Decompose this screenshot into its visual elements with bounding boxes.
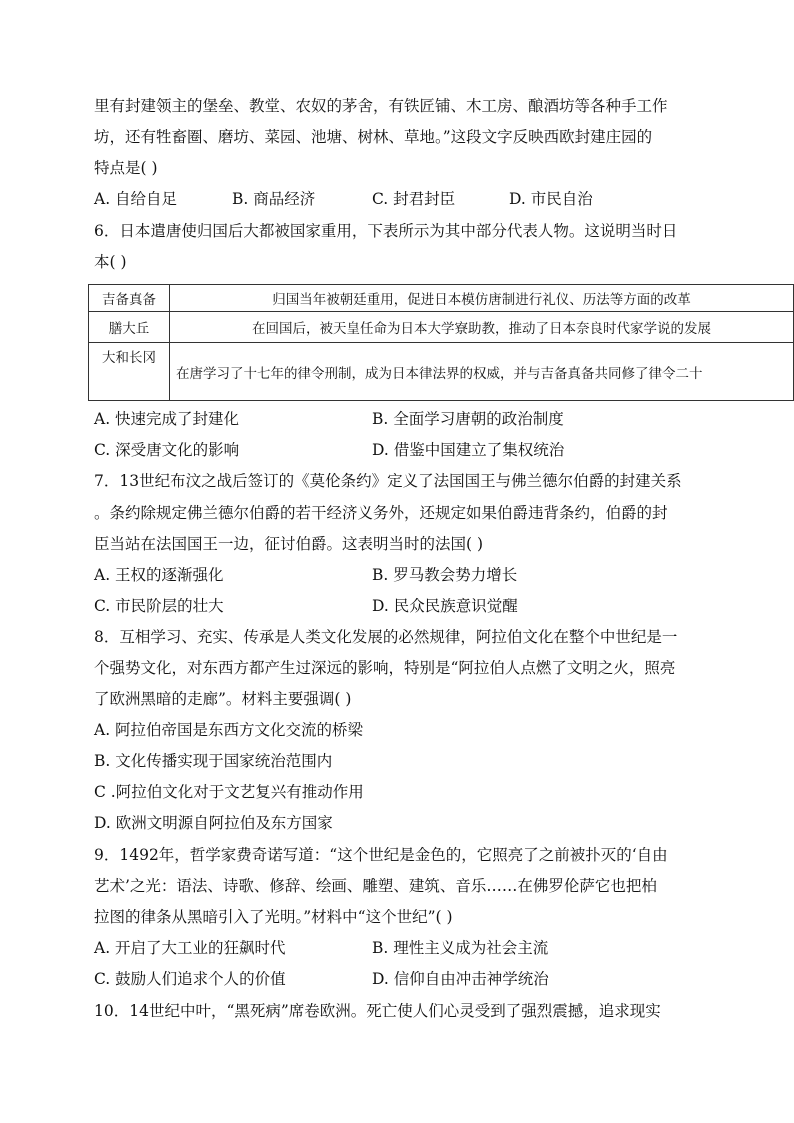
- q7-line-3: 臣当站在法国国王一边，征讨伯爵。这表明当时的法国( ): [94, 535, 484, 553]
- q6-option-a[interactable]: A. 快速完成了封建化: [94, 410, 240, 428]
- q9-option-b[interactable]: B. 理性主义成为社会主流: [372, 939, 549, 957]
- table-cell-name: 吉备真备: [89, 285, 170, 312]
- q5-line-2: 坊，还有牲畜圈、磨坊、菜园、池塘、树林、草地。”这段文字反映西欧封建庄园的: [94, 128, 653, 146]
- table-row: [89, 285, 794, 312]
- q5-option-a[interactable]: A. 自给自足: [94, 190, 178, 208]
- table-cell-name: 膳大丘: [89, 312, 170, 343]
- q6-option-b[interactable]: B. 全面学习唐朝的政治制度: [372, 410, 564, 428]
- q6-line-1: 6．日本遣唐使归国后大都被国家重用，下表所示为其中部分代表人物。这说明当时日: [94, 222, 678, 240]
- q8-option-b[interactable]: B. 文化传播实现于国家统治范围内: [94, 752, 333, 770]
- q8-option-d[interactable]: D. 欧洲文明源自阿拉伯及东方国家: [94, 814, 333, 832]
- q6-line-2: 本( ): [94, 253, 127, 271]
- table-row: [89, 312, 794, 343]
- table-cell-desc: 在回国后，被天皇任命为日本大学寮助教，推动了日本奈良时代家学说的发展: [170, 312, 794, 343]
- q9-line-3: 拉图的律条从黑暗引入了光明。”材料中“这个世纪”( ): [94, 908, 453, 926]
- q9-line-2: 艺术’之光：语法、诗歌、修辞、绘画、雕塑、建筑、音乐……在佛罗伦萨它也把柏: [94, 877, 657, 895]
- q5-option-c[interactable]: C. 封君封臣: [372, 190, 456, 208]
- q8-line-3: 了欧洲黑暗的走廊”。材料主要强调( ): [94, 690, 352, 708]
- q8-option-c[interactable]: C .阿拉伯文化对于文艺复兴有推动作用: [94, 783, 364, 801]
- q7-option-c[interactable]: C. 市民阶层的壮大: [94, 597, 224, 615]
- q5-line-3: 特点是( ): [94, 159, 158, 177]
- table-row: [89, 343, 794, 401]
- table-cell-name: 大和长冈: [89, 343, 170, 401]
- q7-option-b[interactable]: B. 罗马教会势力增长: [372, 566, 518, 584]
- q5-option-b[interactable]: B. 商品经济: [232, 190, 316, 208]
- q6-option-d[interactable]: D. 借鉴中国建立了集权统治: [372, 441, 565, 459]
- table-cell-desc: 归国当年被朝廷重用，促进日本模仿唐制进行礼仪、历法等方面的改革: [170, 285, 794, 312]
- q7-option-d[interactable]: D. 民众民族意识觉醒: [372, 597, 518, 615]
- q8-line-2: 个强势文化，对东西方都产生过深远的影响，特别是“阿拉伯人点燃了文明之火，照亮: [94, 659, 676, 677]
- q10-line-1: 10．14世纪中叶，“黑死病”席卷欧洲。死亡使人们心灵受到了强烈震撼，追求现实: [94, 1002, 661, 1020]
- q6-table: [88, 284, 794, 401]
- q8-option-a[interactable]: A. 阿拉伯帝国是东西方文化交流的桥梁: [94, 721, 364, 739]
- q9-option-a[interactable]: A. 开启了大工业的狂飙时代: [94, 939, 286, 957]
- q9-line-1: 9．1492年，哲学家费奇诺写道：“这个世纪是金色的，它照亮了之前被扑灭的‘自由: [94, 846, 668, 864]
- q7-line-1: 7．13世纪布汶之战后签订的《莫伦条约》定义了法国国王与佛兰德尔伯爵的封建关系: [94, 472, 682, 490]
- q9-option-c[interactable]: C. 鼓励人们追求个人的价值: [94, 970, 286, 988]
- q7-line-2: 。条约除规定佛兰德尔伯爵的若干经济义务外，还规定如果伯爵违背条约，伯爵的封: [94, 504, 668, 522]
- q8-line-1: 8．互相学习、充实、传承是人类文化发展的必然规律，阿拉伯文化在整个中世纪是一: [94, 628, 678, 646]
- q5-line-1: 里有封建领主的堡垒、教堂、农奴的茅舍，有铁匠铺、木工房、酿酒坊等各种手工作: [94, 97, 668, 115]
- q7-option-a[interactable]: A. 王权的逐渐强化: [94, 566, 224, 584]
- q6-option-c[interactable]: C. 深受唐文化的影响: [94, 441, 240, 459]
- table-cell-desc: 在唐学习了十七年的律令刑制，成为日本律法界的权威，并与吉备真备共同修了律令二十: [170, 343, 794, 401]
- q9-option-d[interactable]: D. 信仰自由冲击神学统治: [372, 970, 549, 988]
- q5-option-d[interactable]: D. 市民自治: [509, 190, 593, 208]
